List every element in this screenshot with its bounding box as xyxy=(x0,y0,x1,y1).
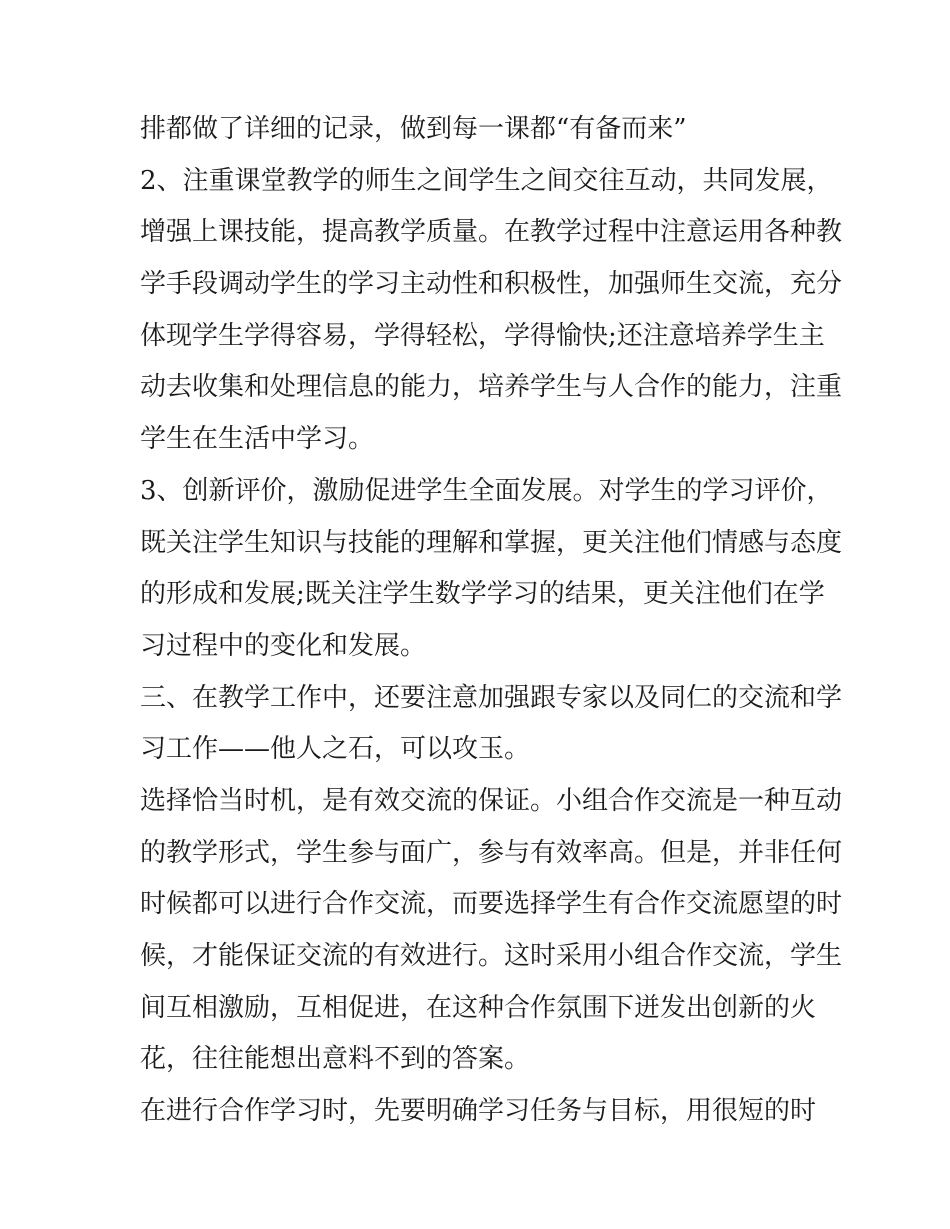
text-line: 学手段调动学生的学习主动性和积极性，加强师生交流，充分 xyxy=(140,269,843,300)
text-line: 间互相激励，互相促进，在这种合作氛围下迸发出创新的火 xyxy=(140,992,817,1023)
document-body xyxy=(140,104,843,1138)
text-line: 三、在教学工作中，还要注意加强跟专家以及同仁的交流和学 xyxy=(140,682,843,713)
text-line: 候，才能保证交流的有效进行。这时采用小组合作交流，学生 xyxy=(140,941,843,971)
text-line: 动去收集和处理信息的能力，培养学生与人合作的能力，注重 xyxy=(140,372,843,403)
text-line: 既关注学生知识与技能的理解和掌握，更关注他们情感与态度 xyxy=(140,527,843,558)
text-line: 的形成和发展;既关注学生数学学习的结果，更关注他们在学 xyxy=(140,579,825,610)
text-line: 习过程中的变化和发展。 xyxy=(140,630,427,661)
text-line: 2、注重课堂教学的师生之间学生之间交往互动，共同发展， xyxy=(140,165,833,196)
text-line: 习工作——他人之石，可以攻玉。 xyxy=(140,734,531,765)
text-line: 增强上课技能，提高教学质量。在教学过程中注意运用各种教 xyxy=(140,217,843,248)
text-line: 排都做了详细的记录，做到每一课都“有备而来” xyxy=(140,114,687,144)
text-line: 在进行合作学习时，先要明确学习任务与目标，用很短的时 xyxy=(140,1096,817,1127)
text-line: 选择恰当时机，是有效交流的保证。小组合作交流是一种互动 xyxy=(140,785,843,816)
text-line: 的教学形式，学生参与面广，参与有效率高。但是，并非任何 xyxy=(140,837,843,868)
text-line: 时候都可以进行合作交流，而要选择学生有合作交流愿望的时 xyxy=(140,889,843,920)
text-line: 3、创新评价，激励促进学生全面发展。对学生的学习评价， xyxy=(140,475,833,506)
text-line: 学生在生活中学习。 xyxy=(140,424,375,455)
text-line: 花，往往能想出意料不到的答案。 xyxy=(140,1044,531,1075)
text-line: 体现学生学得容易，学得轻松，学得愉快;还注意培养学生主 xyxy=(140,320,825,351)
